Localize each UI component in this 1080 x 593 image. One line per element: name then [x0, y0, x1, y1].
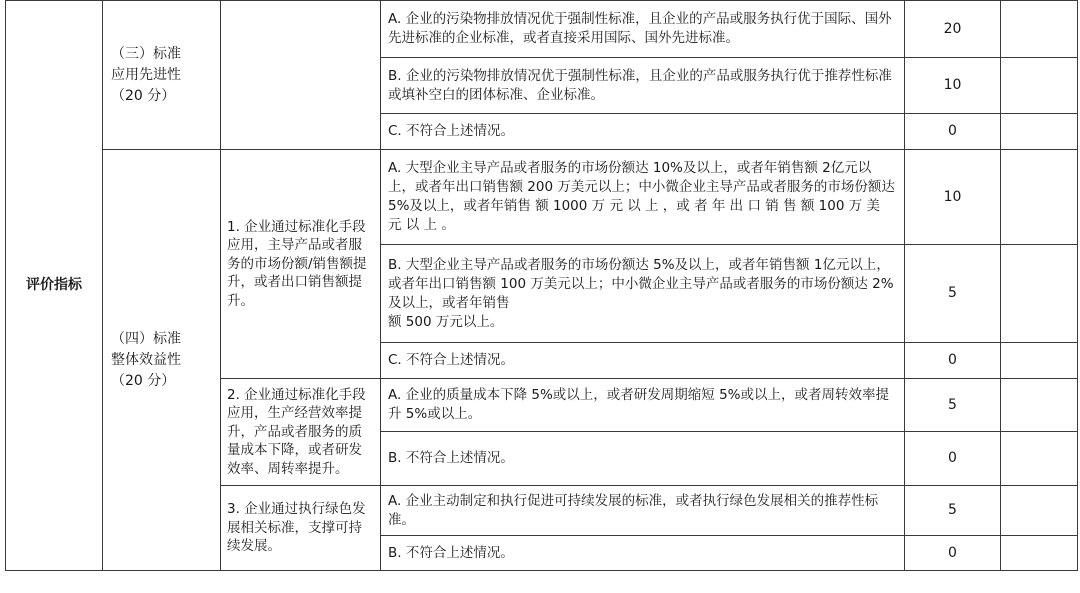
criterion-score: 0	[905, 432, 1001, 486]
blank-cell[interactable]	[1001, 486, 1078, 536]
blank-cell[interactable]	[1001, 432, 1078, 486]
section-3-title: （三）标准 应用先进性 （20 分）	[103, 1, 221, 150]
subitem-3-label: 3. 企业通过执行绿色发展相关标准，支撑可持续发展。	[221, 486, 381, 571]
blank-cell[interactable]	[1001, 1, 1078, 58]
criterion-score: 20	[905, 1, 1001, 58]
criterion-desc: B. 企业的污染物排放情况优于强制性标准，且企业的产品或服务执行优于推荐性标准或填补空白的团体标准、企业标准。	[381, 58, 905, 114]
criterion-desc: B. 不符合上述情况。	[381, 536, 905, 571]
blank-cell[interactable]	[1001, 150, 1078, 245]
criterion-score: 10	[905, 58, 1001, 114]
blank-cell[interactable]	[1001, 114, 1078, 150]
blank-cell[interactable]	[1001, 379, 1078, 432]
criterion-desc: A. 企业的质量成本下降 5%或以上，或者研发周期缩短 5%或以上，或者周转效率提升 5%或以上。	[381, 379, 905, 432]
blank-cell[interactable]	[1001, 343, 1078, 379]
section-4-title: （四）标准 整体效益性 （20 分）	[103, 150, 221, 571]
criterion-desc: B. 大型企业主导产品或者服务的市场份额达 5%及以上，或者年销售额 1亿元以上，或者年出口销售额 100 万美元以上；中小微企业主导产品或者服务的市场份额达 2%及以上，或者年销售 额 500 万元以上。	[381, 245, 905, 343]
subitem-2-label: 2. 企业通过标准化手段应用，生产经营效率提升，产品或者服务的质量成本下降，或者研发效率、周转率提升。	[221, 379, 381, 486]
section-3-empty-cell	[221, 1, 381, 150]
blank-cell[interactable]	[1001, 536, 1078, 571]
criterion-desc: A. 大型企业主导产品或者服务的市场份额达 10%及以上，或者年销售额 2亿元以上，或者年出口销售额 200 万美元以上；中小微企业主导产品或者服务的市场份额达 5%及以上，或者年销售 额 1000 万 元 以 上 ，或 者 年 出 口 销 售 额 100 万 美 元 以 上 。	[381, 150, 905, 245]
criterion-desc: A. 企业的污染物排放情况优于强制性标准，且企业的产品或服务执行优于国际、国外先进标准的企业标准，或者直接采用国际、国外先进标准。	[381, 1, 905, 58]
criterion-score: 5	[905, 379, 1001, 432]
criterion-score: 0	[905, 343, 1001, 379]
evaluation-table	[5, 0, 1078, 571]
criterion-desc: C. 不符合上述情况。	[381, 114, 905, 150]
criterion-score: 0	[905, 536, 1001, 571]
criterion-score: 5	[905, 245, 1001, 343]
blank-cell[interactable]	[1001, 245, 1078, 343]
criterion-score: 0	[905, 114, 1001, 150]
criterion-desc: C. 不符合上述情况。	[381, 343, 905, 379]
criterion-score: 5	[905, 486, 1001, 536]
criterion-desc: A. 企业主动制定和执行促进可持续发展的标准，或者执行绿色发展相关的推荐性标准。	[381, 486, 905, 536]
subitem-1-label: 1. 企业通过标准化手段应用，主导产品或者服务的市场份额/销售额提升，或者出口销售额提升。	[221, 150, 381, 379]
criterion-score: 10	[905, 150, 1001, 245]
criterion-desc: B. 不符合上述情况。	[381, 432, 905, 486]
main-category-cell: 评价指标	[6, 1, 103, 571]
blank-cell[interactable]	[1001, 58, 1078, 114]
